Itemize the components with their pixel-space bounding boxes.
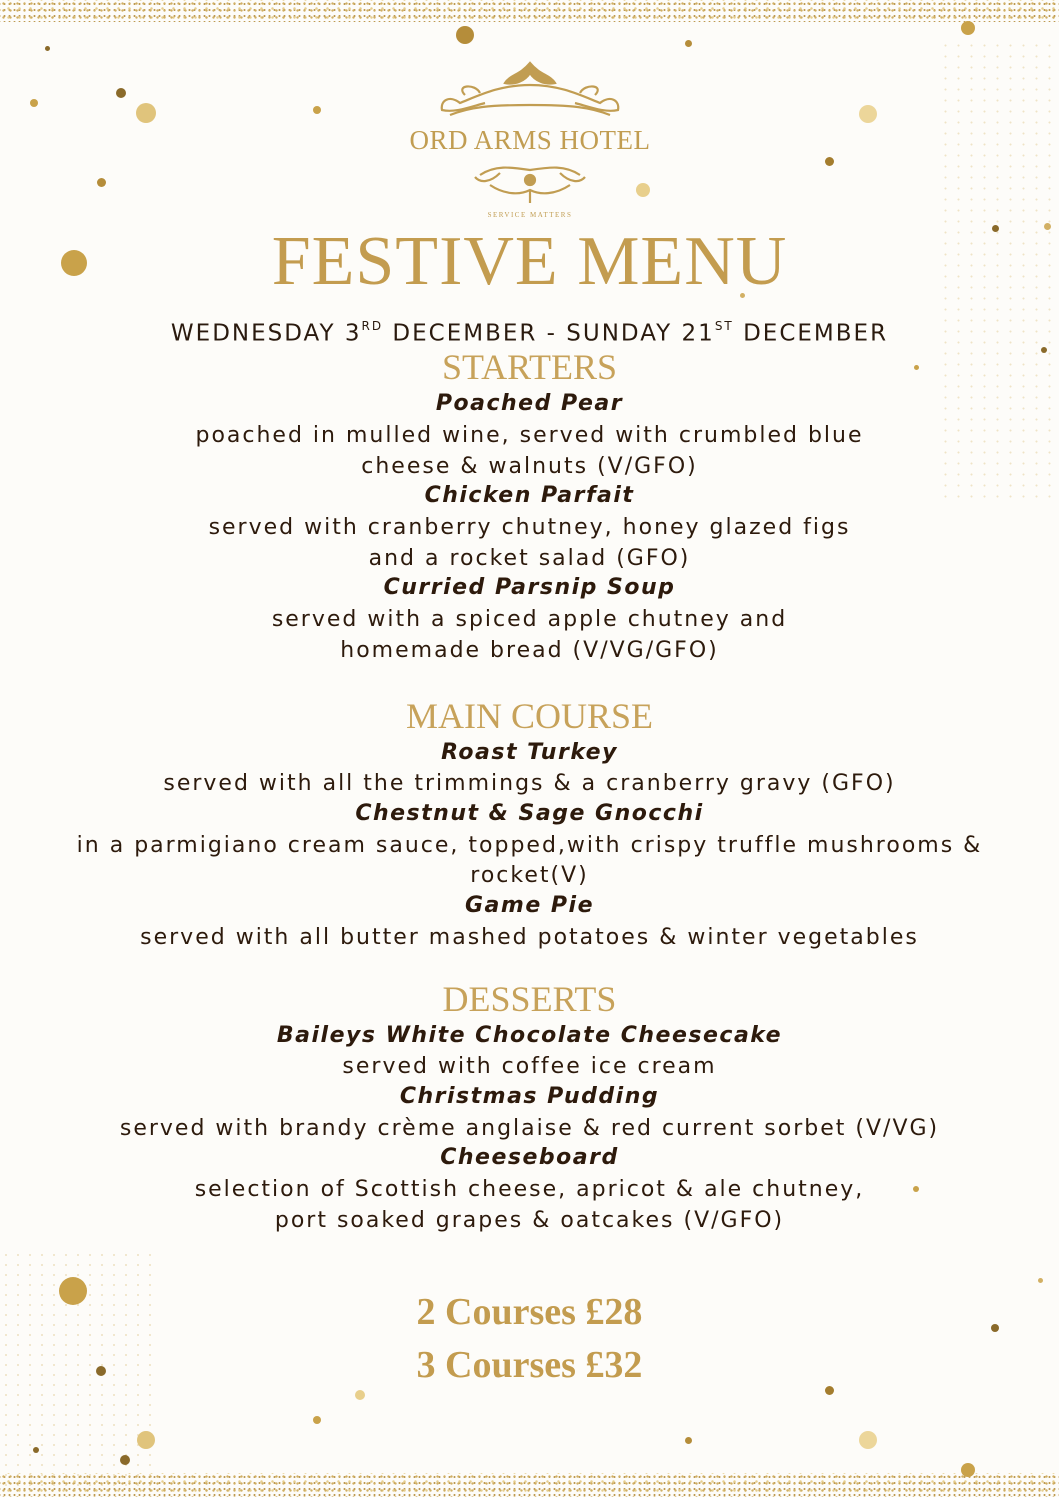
price-three-courses: 3 Courses £32 (416, 1344, 643, 1386)
dish-name: Chestnut & Sage Gnocchi (355, 801, 704, 826)
dish-description: poached in mulled wine, served with crumbled blue (195, 423, 864, 448)
dish-name: Baileys White Chocolate Cheesecake (276, 1023, 783, 1048)
dates-end-suffix: ST (714, 319, 734, 333)
confetti-dot (116, 88, 126, 98)
confetti-dot (45, 46, 50, 51)
dish-description: served with a spiced apple chutney and (271, 607, 788, 632)
confetti-dot (120, 1455, 130, 1465)
confetti-dot (97, 178, 106, 187)
confetti-dot (859, 1431, 877, 1449)
dish-name: Poached Pear (435, 391, 624, 416)
hotel-name: ORD ARMS HOTEL (409, 125, 651, 155)
hotel-tagline: SERVICE MATTERS (487, 211, 573, 219)
dish-description: rocket(V) (470, 863, 589, 888)
dates-start: WEDNESDAY 3 (170, 320, 362, 347)
section-heading-starters: STARTERS (442, 347, 617, 387)
dish-name: Curried Parsnip Soup (383, 575, 676, 600)
dish-description: served with all the trimmings & a cranberry gravy (GFO) (163, 771, 896, 796)
confetti-dot (137, 1431, 155, 1449)
hotel-logo (380, 55, 680, 225)
dates-end: DECEMBER (733, 320, 889, 347)
dish-description: port soaked grapes & oatcakes (V/GFO) (274, 1208, 785, 1233)
confetti-dot (30, 99, 38, 107)
dish-name: Roast Turkey (441, 740, 618, 765)
dish-description: cheese & walnuts (V/GFO) (361, 454, 698, 479)
confetti-dot (313, 1416, 321, 1424)
section-heading-desserts: DESSERTS (442, 979, 617, 1019)
section-heading-main-course: MAIN COURSE (405, 696, 654, 736)
confetti-dot (961, 21, 975, 35)
dates-start-suffix: RD (361, 319, 384, 333)
dates-middle: DECEMBER - SUNDAY 21 (383, 320, 715, 347)
dish-description: served with coffee ice cream (342, 1054, 717, 1079)
confetti-dot (456, 26, 474, 44)
dish-description: homemade bread (V/VG/GFO) (340, 638, 719, 663)
menu-dates (0, 313, 1059, 349)
confetti-dot (685, 40, 692, 47)
gold-glitter-top-border (0, 0, 1059, 22)
confetti-dot (961, 1463, 975, 1477)
dish-name: Christmas Pudding (399, 1084, 660, 1109)
price-two-courses: 2 Courses £28 (416, 1291, 643, 1333)
confetti-dot (859, 105, 877, 123)
confetti-dot (825, 157, 834, 166)
confetti-dot (685, 1437, 692, 1444)
dish-description: and a rocket salad (GFO) (368, 546, 691, 571)
confetti-dot (313, 106, 321, 114)
confetti-dot (355, 1390, 365, 1400)
dish-name: Cheeseboard (440, 1145, 619, 1170)
dish-description: served with brandy crème anglaise & red current sorbet (V/VG) (119, 1116, 940, 1141)
confetti-dot (33, 1447, 39, 1453)
dish-description: served with cranberry chutney, honey glazed figs (208, 515, 851, 540)
dish-description: served with all butter mashed potatoes & winter vegetables (140, 925, 919, 950)
confetti-dot (1038, 1278, 1043, 1283)
confetti-dot (136, 103, 156, 123)
dish-description: selection of Scottish cheese, apricot & ale chutney, (194, 1177, 865, 1202)
dish-name: Chicken Parfait (424, 483, 635, 508)
menu-title: FESTIVE MENU (271, 223, 788, 300)
dish-description: in a parmigiano cream sauce, topped,with crispy truffle mushrooms & (76, 833, 983, 858)
dish-name: Game Pie (465, 893, 594, 918)
